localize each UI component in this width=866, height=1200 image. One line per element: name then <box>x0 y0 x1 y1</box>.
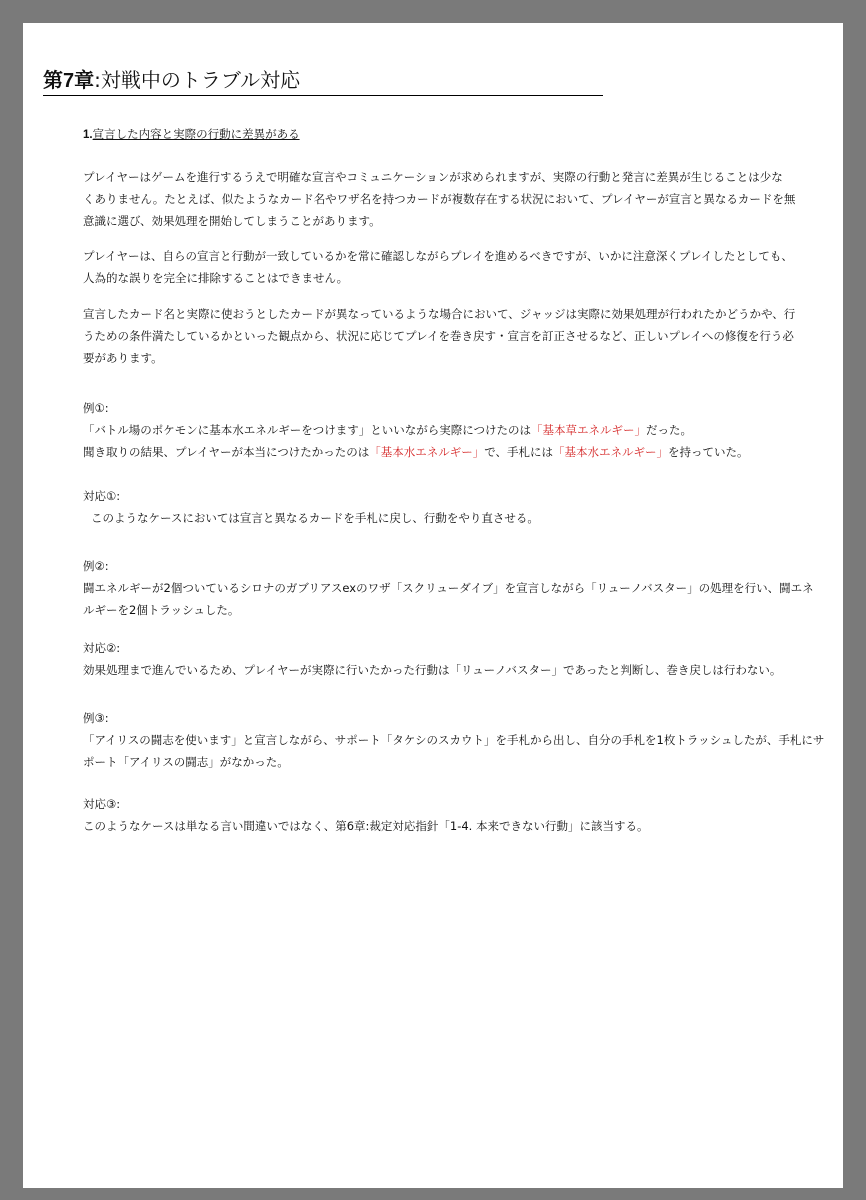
example-line <box>83 419 788 441</box>
response-label: 対応③: <box>83 797 121 811</box>
example-line: 「アイリスの闘志を使います」と宣言しながら、サポート「タケシのスカウト」を手札から出し、自分の手札を1枚トラッシュしたが、手札にサ <box>83 733 825 747</box>
paragraph-line: うための条件満たしているかといった観点から、状況に応じてプレイを巻き戻す・宣言を訂正させるなど、正しいプレイへの修復を行う必 <box>83 329 794 343</box>
example-text: だった。 <box>646 423 693 437</box>
example-text: 聞き取りの結果、プレイヤーが本当につけたかったのは <box>83 445 370 459</box>
example-label: 例②: <box>83 559 109 573</box>
example-label: 例①: <box>83 401 109 415</box>
example-text: 「バトル場のポケモンに基本水エネルギーをつけます」といいながら実際につけたのは <box>83 423 532 437</box>
response-3 <box>83 793 788 837</box>
example-3 <box>83 707 825 773</box>
response-text: 効果処理まで進んでいるため、プレイヤーが実際に行いたかった行動は「リューノバスター」であったと判断し、巻き戻しは行わない。 <box>83 663 782 677</box>
paragraph-line: プレイヤーは、自らの宣言と行動が一致しているかを常に確認しながらプレイを進めるべきですが、いかに注意深くプレイしたとしても、 <box>83 249 793 263</box>
highlighted-card-name: 「基本水エネルギー」 <box>369 445 485 459</box>
chapter-title <box>43 67 603 96</box>
document-page <box>23 23 843 1188</box>
example-2 <box>83 555 814 621</box>
example-text: で、手札には <box>484 445 554 459</box>
paragraph-line: プレイヤーはゲームを進行するうえで明確な宣言やコミュニケーションが求められますが、実際の行動と発言に差異が生じることは少な <box>83 170 783 184</box>
response-label: 対応②: <box>83 641 121 655</box>
section-heading <box>83 123 788 146</box>
example-line: 闘エネルギーが2個ついているシロナのガブリアスexのワザ「スクリューダイブ」を宣言しながら「リューノバスター」の処理を行い、闘エネ <box>83 581 814 595</box>
chapter-separator: : <box>94 68 101 92</box>
highlighted-card-name: 「基本草エネルギー」 <box>531 423 647 437</box>
example-line: ポート「アイリスの闘志」がなかった。 <box>83 755 289 769</box>
response-text: このようなケースは単なる言い間違いではなく、第6章:裁定対応指針「1-4. 本来できない行動」に該当する。 <box>83 819 649 833</box>
paragraph-1 <box>83 166 796 232</box>
section-number: 1. <box>83 129 93 141</box>
chapter-number: 第7章 <box>43 70 95 92</box>
example-line: ルギーを2個トラッシュした。 <box>83 603 240 617</box>
chapter-title-text: 対戦中のトラブル対応 <box>100 68 301 92</box>
example-1 <box>83 397 788 463</box>
paragraph-line: 意識に選び、効果処理を開始してしまうことがあります。 <box>83 214 381 228</box>
paragraph-line: 人為的な誤りを完全に排除することはできません。 <box>83 271 349 285</box>
paragraph-line: 宣言したカード名と実際に使おうとしたカードが異なっているような場合において、ジャッジは実際に効果処理が行われたかどうかや、行 <box>83 307 796 321</box>
response-2 <box>83 637 788 681</box>
response-1 <box>83 485 788 529</box>
paragraph-3 <box>83 303 796 369</box>
paragraph-line: くありません。たとえば、似たようなカード名やワザ名を持つカードが複数存在する状況において、プレイヤーが宣言と異なるカードを無 <box>83 192 796 206</box>
example-label: 例③: <box>83 711 109 725</box>
response-text: このようなケースにおいては宣言と異なるカードを手札に戻し、行動をやり直させる。 <box>91 511 539 525</box>
example-text: を持っていた。 <box>668 445 749 459</box>
response-label: 対応①: <box>83 489 121 503</box>
example-line <box>83 441 788 463</box>
paragraph-line: 要があります。 <box>83 351 163 365</box>
highlighted-card-name: 「基本水エネルギー」 <box>553 445 669 459</box>
paragraph-2 <box>83 245 793 289</box>
section-title: 宣言した内容と実際の行動に差異がある <box>92 127 300 141</box>
